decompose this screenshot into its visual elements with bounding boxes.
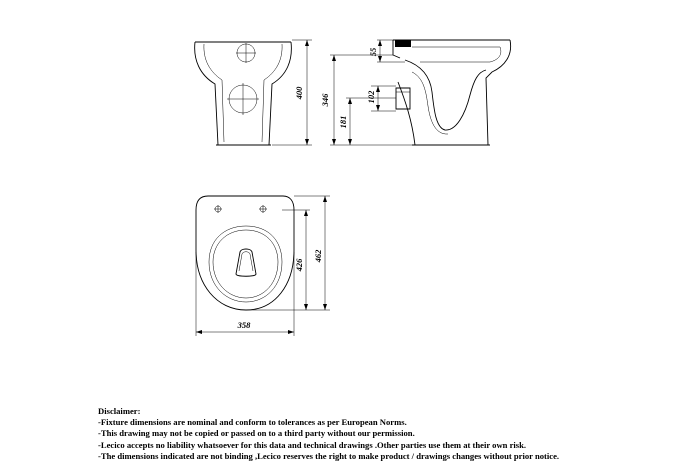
hinge-bolt-left [214, 205, 222, 213]
top-overall-length-dim: 462 [313, 249, 323, 263]
drain-opening [236, 249, 256, 276]
disclaimer [98, 406, 559, 462]
side-dim-55: 55 [368, 47, 378, 57]
top-width-dim: 358 [237, 320, 251, 330]
trapway [405, 60, 486, 130]
front-view [195, 40, 312, 145]
seat-hinge [395, 40, 411, 47]
top-seat-length-dim: 426 [294, 258, 304, 272]
disclaimer-heading: Disclaimer: [98, 406, 141, 416]
disclaimer-line: -The dimensions indicated are not binding ,Lecico reserves the right to make product / drawings changes without prior notice. [98, 450, 560, 461]
top-view [196, 196, 330, 336]
disclaimer-line: -Fixture dimensions are nominal and conform to tolerances as per European Norms. [98, 417, 407, 428]
front-height-dim: 400 [294, 86, 304, 100]
side-view [320, 40, 511, 145]
side-dim-346: 346 [320, 93, 330, 107]
side-bowl-outline [398, 40, 511, 145]
hinge-bolt-right [259, 205, 267, 213]
side-dim-181: 181 [338, 115, 348, 129]
bowl-inner [209, 226, 282, 302]
disclaimer-line: -This drawing may not be copied or passed on to a third party without our permission. [98, 428, 415, 439]
seat-outline [196, 196, 294, 310]
side-dim-102: 102 [366, 90, 376, 104]
disclaimer-line: -Lecico accepts no liability whatsoever for this data and technical drawings .Other parties use them at their own risk. [98, 439, 527, 450]
